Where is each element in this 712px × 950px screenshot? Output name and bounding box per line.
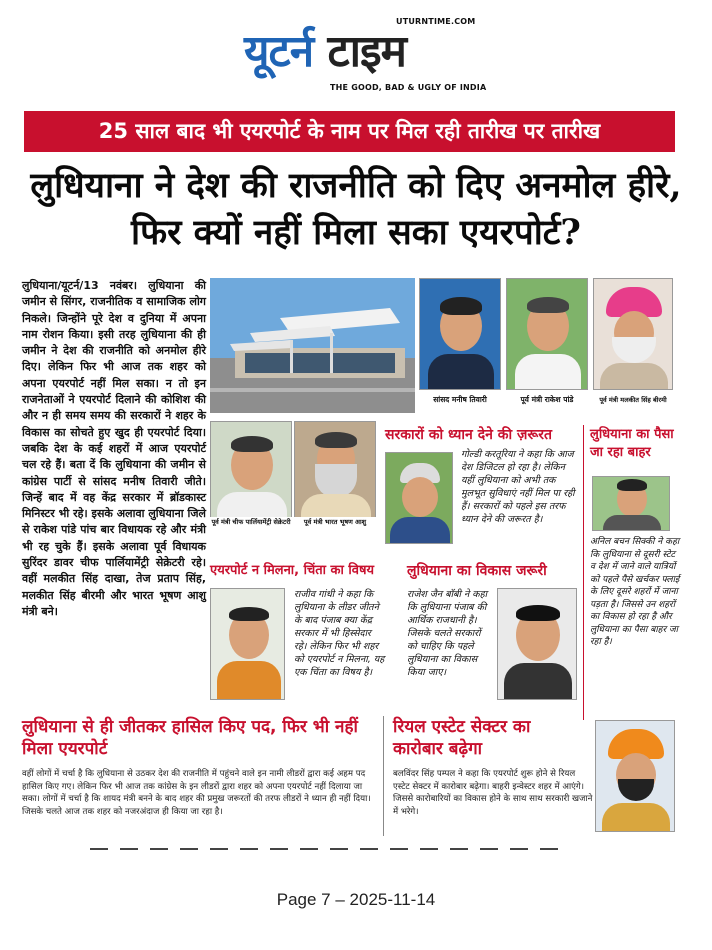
caption-malkit: पूर्व मंत्री मलकीत सिंह बीरमी (599, 396, 667, 404)
text-bottom-right: बलविंदर सिंह पम्पल ने कहा कि एयरपोर्ट शुरू होने से रियल एस्टेट सेक्टर में कारोबार बढ़ेगा। बाहरी इन्वेस्टर शहर में आएंगे। जिससे कारोबारियों का विकास होने के साथ साथ सरकारी खजाने में भरेगे। (393, 769, 593, 817)
text-sarkaron: गोल्डी करतूरिया ने कहा कि आज देश डिजिटल हो रहा है। लेकिन यहीं लुधियाना को अभी तक मुलभूत सुविधाएं नहीं मिल पा रही हैं। सरकारों को पहले इस तरफ ध्यान देने की जरूरत है। (461, 449, 575, 525)
cutoff-line (90, 848, 560, 850)
heading-bottom-right: रियल एस्टेट सेक्टर का कारोबार बढ़ेगा (393, 717, 531, 759)
anil-photo (592, 476, 670, 531)
logo-part2: टाइम (327, 26, 406, 77)
heading-chinta: एयरपोर्ट न मिलना, चिंता का विषय (210, 563, 375, 578)
caption-manish: सांसद मनीष तिवारी (433, 395, 487, 404)
airport-illustration (210, 278, 415, 413)
text-chinta: राजीव गांधी ने कहा कि लुधियाना के लीडर जीतने के बाद पंजाब क्या केंद्र सरकार में भी हिस्सेदार रहे। लेकिन फिर भी शहर को एयरपोर्ट न मिलना, यह एक चिंता का विषय है। (294, 589, 385, 678)
site-url: UTURNTIME.COM (396, 17, 476, 26)
heading-paisa: लुधियाना का पैसा जा रहा बाहर (590, 427, 674, 460)
page-footer: Page 7 – 2025-11-14 (276, 890, 436, 909)
rajesh-photo (497, 588, 577, 700)
bottom-divider (383, 716, 384, 836)
rakesh-photo (506, 278, 588, 390)
balwinder-photo (595, 720, 675, 832)
malkit-photo (593, 278, 673, 390)
text-bottom-left: वहीं लोगों में चर्चा है कि लुधियाना से उठकर देश की राजनीति में पहुंचने वाले इन नामी लीडरों द्वारा कई अहम पद हासिल किए गए। लेकिन फिर भी आज तक कांग्रेस के इन लीडरों द्वारा शहर को अपना एयरपोर्ट नहीं दिलाया जा सका। लोगों में चर्चा है कि शायद मंत्री बनने के बाद शहर की प्रमुख जरूरतों की तरफ लीडरों ने ध्यान ही नहीं दिया। जिसके चलते आज तक शहर को नजरअंदाज ही किया जा रहा है। (22, 769, 371, 817)
text-paisa: अनिल बचन सिक्की ने कहा कि लुधियाना से दूसरी स्टेट व देश में जाने वाले यात्रियों को पहले पैसे खर्चकर फ्लाई के लिए दूसरे शहरों में जाना पड़ता है। जिससे उन शहरों का विकास हो रहा है और लुधियाना का पैसा बाहर जा रहा है। (590, 537, 680, 647)
manish-photo (419, 278, 501, 390)
column-divider (583, 425, 584, 720)
caption-ashu: पूर्व मंत्री भारत भूषण आशु (294, 517, 376, 527)
rajiv-photo (210, 588, 285, 700)
logo (244, 22, 406, 82)
caption-rakesh: पूर्व मंत्री राकेश पांडे (520, 395, 574, 404)
heading-bottom-left: लुधियाना से ही जीतकर हासिल किए पद, फिर भी नहीं मिला एयरपोर्ट (22, 717, 358, 759)
red-banner: 25 साल बाद भी एयरपोर्ट के नाम पर मिल रही तारीख पर तारीख (24, 111, 675, 152)
text-vikas: राजेश जैन बॉबी ने कहा कि लुधियाना पंजाब की आर्थिक राजधानी है। जिसके चलते सरकारों को चाहिए कि पहले लुधियाना का विकास किया जाए। (407, 589, 488, 678)
tagline: THE GOOD, BAD & UGLY OF INDIA (330, 83, 487, 92)
caption-dawar: पूर्व मंत्री चीफ पार्लियामेंट्री सेक्रेटरी (211, 518, 291, 526)
intro-text: लुधियाना/यूटर्न/13 नवंबर। लुधियाना की जमीन से सिंगर, राजनीतिक व सामाजिक लोग निकले। जिन्होंने पूरे देश व दुनिया में अपना नाम रोशन किया। इसी तरह लुधियाना की ही जमीन ने देश की राजनीति को अनमोल हीरे दिए। लेकिन फिर भी आज तक शहर को अपना एयरपोर्ट नहीं मिल सका। न तो इन राजनेताओं ने एयरपोर्ट दिलाने की कोशिश की और न ही समय समय की सरकारों ने शहर के विकास का सोचते हुए खुद ही एयरपोर्ट दिया। जबकि देश के कई शहरों में आज एयरपोर्ट चल रहे हैं। बता दें कि लुधियाना की जमीन से कांग्रेस पार्टी से सांसद मनीष तिवारी जीते। जिन्हें बाद में वह केंद्र सरकार में ब्रॉडकास्ट मिनिस्टर भी रहे। इसके अलावा लुधियाना जिले से राकेश पांडे पांच बार विधायक रहे और मंत्री भी रह चुके हैं। इसके अलावा पूर्व विधायक सुरिंदर डावर चीफ पार्लियामेंट्री सेक्रेटरी रहे। वहीं मलकीत सिंह दाखा, तेज प्रताप सिंह, मलकीत सिंह बीरमी और भारत भूषण आशु मंत्री बने। (22, 279, 206, 618)
heading-vikas: लुधियाना का विकास जरूरी (407, 563, 547, 579)
headline: लुधियाना ने देश की राजनीति को दिए अनमोल हीरे, फिर क्यों नहीं मिला सका एयरपोर्ट? (30, 165, 682, 253)
ashu-photo (294, 421, 376, 521)
heading-sarkaron: सरकारों को ध्यान देने की ज़रूरत (385, 427, 553, 443)
dawar-photo (210, 421, 292, 521)
logo-part1: यूटर्न (244, 26, 314, 77)
goldy-photo (385, 452, 453, 544)
airport-photo (210, 278, 415, 413)
